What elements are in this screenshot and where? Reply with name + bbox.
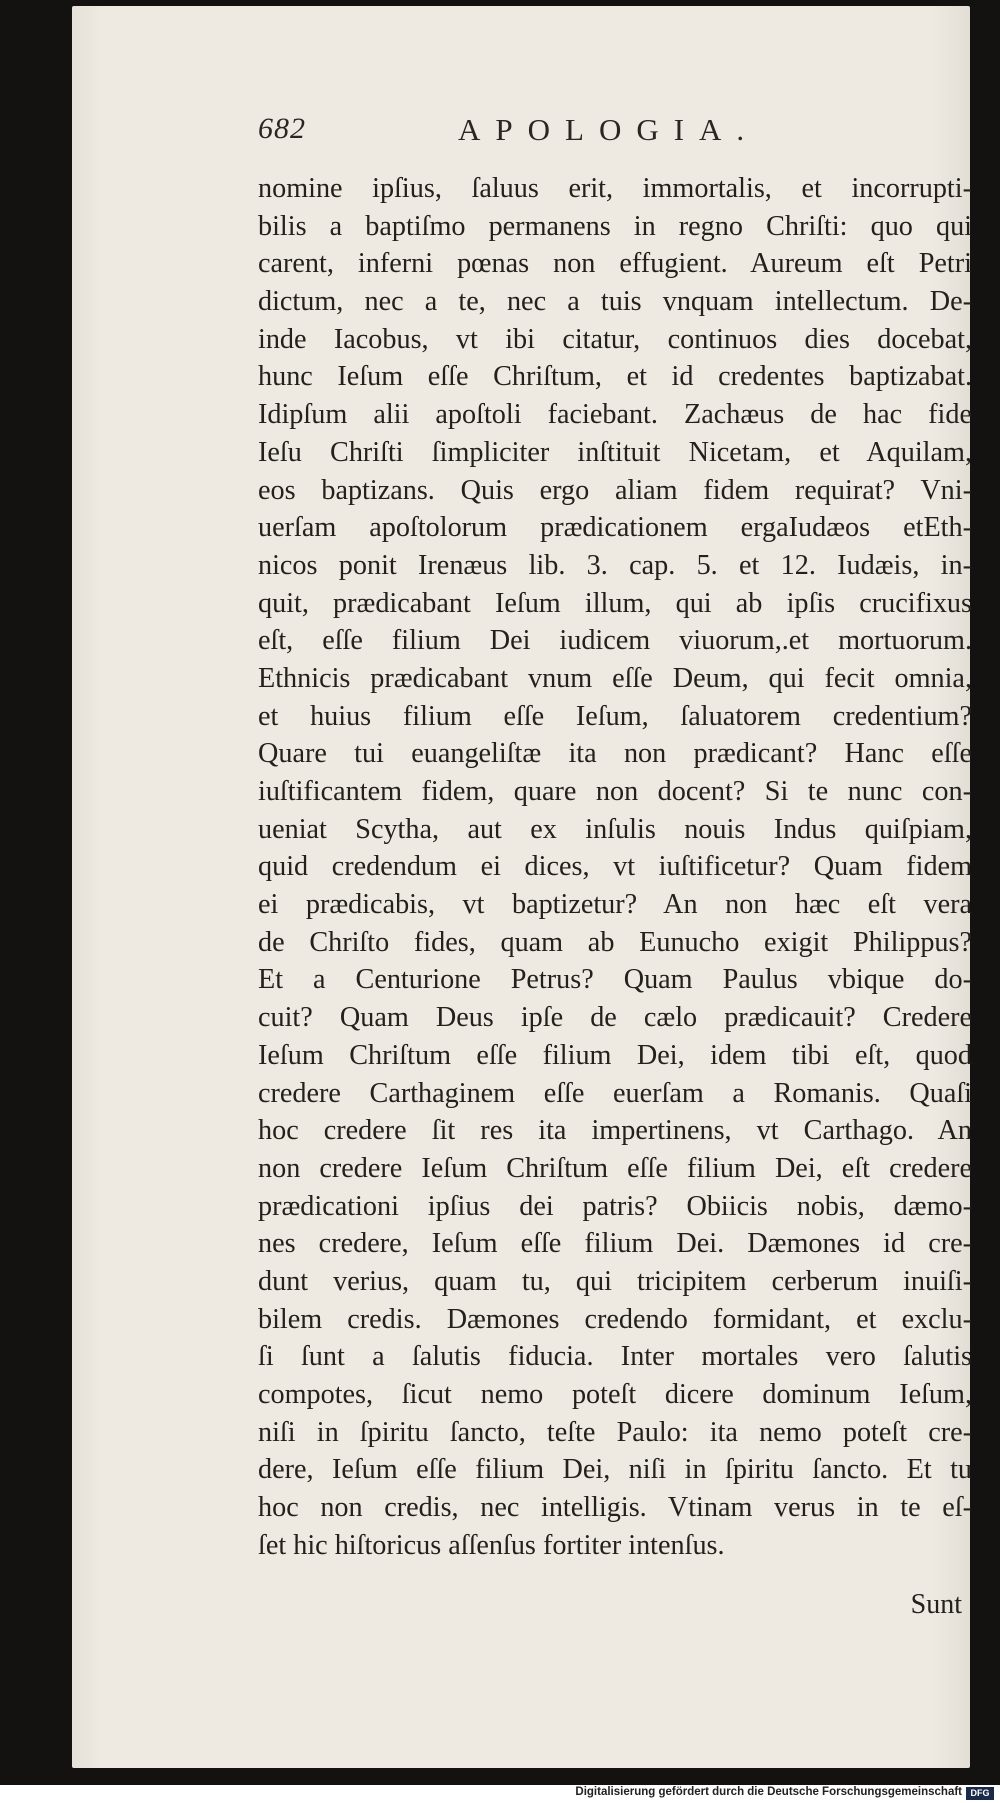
text-line: nomine ipſius, ſaluus erit, immortalis, et incorrupti-: [258, 173, 972, 204]
text-line: Quare tui euangeliſtæ ita non prædicant? Hanc eſſe: [258, 738, 972, 770]
text-line: Idipſum alii apoſtoli faciebant. Zachæus de hac fide: [258, 399, 972, 431]
text-line: niſi in ſpiritu ſancto, teſte Paulo: ita nemo poteſt cre-: [258, 1416, 972, 1448]
text-line: inde Iacobus, vt ibi citatur, continuos dies docebat,: [258, 323, 972, 355]
digitization-footer: [0, 1785, 1000, 1803]
text-line: Et a Centurione Petrus? Quam Paulus vbique do-: [258, 964, 972, 996]
text-line: Ieſu Chriſti ſimpliciter inſtituit Nicetam, et Aquilam,: [258, 436, 972, 468]
text-line: ſet hic hiſtoricus aſſenſus fortiter intenſus.: [258, 1529, 725, 1561]
text-line: uerſam apoſtolorum prædicationem ergaIudæos etEth-: [258, 512, 972, 544]
text-line: ei prædicabis, vt baptizetur? An non hæc eſt vera: [258, 889, 972, 921]
text-line: dunt verius, quam tu, qui tricipitem cerberum inuiſi-: [258, 1265, 972, 1297]
footer-credit: Digitalisierung gefördert durch die Deutsche Forschungsgemeinschaft: [575, 1786, 962, 1798]
text-line: credere Carthaginem eſſe euerſam a Romanis. Quaſi: [258, 1077, 972, 1109]
text-line: quid credendum ei dices, vt iuſtificetur? Quam fidem: [258, 851, 972, 883]
dfg-logo: DFG: [966, 1787, 994, 1800]
text-line: Ieſum Chriſtum eſſe filium Dei, idem tibi eſt, quod: [258, 1039, 972, 1071]
text-line: compotes, ſicut nemo poteſt dicere dominum Ieſum,: [258, 1379, 972, 1410]
text-line: carent, inferni pœnas non effugient. Aureum eſt Petri: [258, 248, 972, 280]
text-line: non credere Ieſum Chriſtum eſſe filium Dei, eſt credere: [258, 1152, 972, 1184]
running-title: APOLOGIA.: [458, 112, 760, 147]
text-line: nicos ponit Irenæus lib. 3. cap. 5. et 12. Iudæis, in-: [258, 549, 972, 581]
text-line: ueniat Scytha, aut ex inſulis nouis Indus quiſpiam,: [258, 813, 972, 845]
text-line: iuſtificantem fidem, quare non docent? Si te nunc con-: [258, 776, 972, 807]
text-line: de Chriſto fides, quam ab Eunucho exigit Philippus?: [258, 926, 972, 958]
text-line: ſi ſunt a ſalutis fiducia. Inter mortales vero ſalutis: [258, 1341, 972, 1373]
text-line: bilis a baptiſmo permanens in regno Chriſti: quo qui: [258, 210, 972, 242]
catchword: Sunt: [910, 1589, 962, 1620]
text-line: prædicationi ipſius dei patris? Obiicis nobis, dæmo-: [258, 1190, 972, 1222]
body-text: [258, 170, 972, 1564]
text-line: cuit? Quam Deus ipſe de cælo prædicauit? Credere: [258, 1002, 972, 1034]
text-line: bilem credis. Dæmones credendo formidant, et exclu-: [258, 1303, 972, 1335]
text-line: dere, Ieſum eſſe filium Dei, niſi in ſpiritu ſancto. Et tu: [258, 1454, 972, 1486]
text-line: nes credere, Ieſum eſſe filium Dei. Dæmones id cre-: [258, 1228, 972, 1260]
page-number: 682: [258, 112, 306, 145]
text-line: hoc credere ſit res ita impertinens, vt Carthago. An: [258, 1115, 972, 1147]
text-line: dictum, nec a te, nec a tuis vnquam intellectum. De-: [258, 286, 972, 318]
text-line: hunc Ieſum eſſe Chriſtum, et id credentes baptizabat.: [258, 361, 972, 393]
text-line: quit, prædicabant Ieſum illum, qui ab ipſis crucifixus: [258, 587, 972, 619]
text-line: eos baptizans. Quis ergo aliam fidem requirat? Vni-: [258, 474, 972, 506]
text-line: eſt, eſſe filium Dei iudicem viuorum,.et mortuorum.: [258, 625, 972, 657]
page-header: [258, 112, 778, 152]
text-line: Ethnicis prædicabant vnum eſſe Deum, qui fecit omnia,: [258, 662, 972, 694]
text-line: et huius filium eſſe Ieſum, ſaluatorem credentium?: [258, 700, 972, 732]
text-line: hoc non credis, nec intelligis. Vtinam verus in te eſ-: [258, 1492, 972, 1524]
